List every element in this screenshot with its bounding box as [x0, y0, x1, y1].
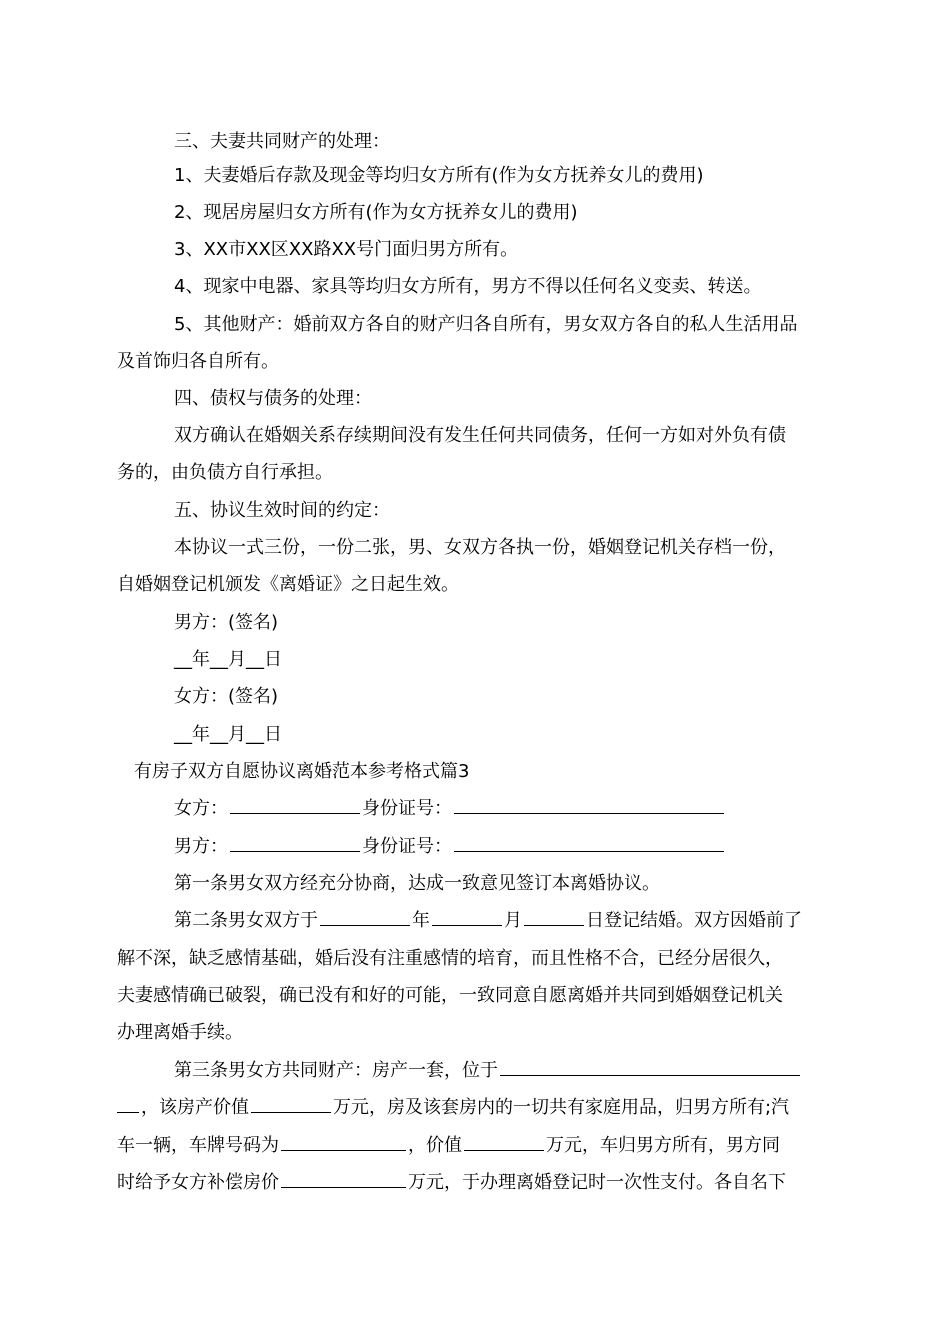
plate-number-blank[interactable]	[281, 1132, 406, 1151]
clause2-line1	[174, 907, 837, 935]
clause2-line3: 夫妻感情确已破裂，确已没有和好的可能，一致同意自愿离婚并共同到婚姻登记机关	[117, 985, 783, 1006]
clause3-text-e: ，价值	[408, 1135, 462, 1156]
clause3-text-c: 万元，房及该套房内的一切共有家庭用品，归男方所有;汽	[333, 1097, 790, 1118]
section3-item5-line1: 5、其他财产：婚前双方各自的财产归各自所有，男女双方各自的私人生活用品	[174, 314, 798, 335]
car-value-blank[interactable]	[464, 1132, 544, 1151]
section3-item5-line2: 及首饰归各自所有。	[117, 351, 279, 372]
clause1: 第一条男女双方经充分协商，达成一致意见签订本离婚协议。	[174, 873, 660, 894]
marriage-day-blank[interactable]	[524, 907, 584, 926]
clause2-text-c: 月	[504, 910, 522, 931]
male-signature: 男方：(签名)	[174, 612, 279, 633]
section4-body-line1: 双方确认在婚姻关系存续期间没有发生任何共同债务，任何一方如对外负有债	[174, 425, 786, 446]
clause3-text-h: 万元，于办理离婚登记时一次性支付。各自名下	[408, 1172, 786, 1193]
female-signature: 女方：(签名)	[174, 686, 279, 707]
compensation-blank[interactable]	[281, 1169, 406, 1188]
male-label: 男方：	[174, 836, 228, 857]
section5-body-line1: 本协议一式三份，一份二张，男、女双方各执一份，婚姻登记机关存档一份，	[174, 537, 786, 558]
male-id-blank[interactable]	[454, 833, 724, 852]
property-location-blank[interactable]	[500, 1057, 800, 1076]
section3-item3: 3、XX市XX区XX路XX号门面归男方所有。	[174, 239, 519, 260]
clause3-line1	[174, 1057, 837, 1085]
female-label: 女方：	[174, 798, 228, 819]
clause3-text-b: ，该房产价值	[141, 1097, 249, 1118]
marriage-year-blank[interactable]	[320, 907, 410, 926]
clause3-text-f: 万元，车归男方所有，男方同	[546, 1135, 780, 1156]
clause3-text-d: 车一辆，车牌号码为	[117, 1135, 279, 1156]
male-id-label: 身份证号：	[362, 836, 452, 857]
clause2-line2: 解不深，缺乏感情基础，婚后没有注重感情的培育，而且性格不合，已经分居很久，	[117, 948, 783, 969]
clause2-text-d: 日登记结婚。双方因婚前了	[586, 910, 802, 931]
female-id-label: 身份证号：	[362, 798, 452, 819]
male-name-blank[interactable]	[230, 833, 360, 852]
clause3-line4	[117, 1169, 837, 1197]
section3-heading: 三、夫妻共同财产的处理：	[174, 131, 390, 152]
section4-heading: 四、债权与债务的处理：	[174, 388, 372, 409]
clause3-line2	[117, 1094, 837, 1122]
section4-body-line2: 务的，由负债方自行承担。	[117, 462, 333, 483]
clause3-text-a: 第三条男女方共同财产：房产一套，位于	[174, 1060, 498, 1081]
female-party-line	[174, 795, 837, 823]
marriage-month-blank[interactable]	[432, 907, 502, 926]
female-name-blank[interactable]	[230, 795, 360, 814]
section3-item2: 2、现居房屋归女方所有(作为女方抚养女儿的费用)	[174, 202, 578, 223]
signature-date-1: __年__月__日	[174, 649, 282, 670]
female-id-blank[interactable]	[454, 795, 724, 814]
clause3-text-g: 时给予女方补偿房价	[117, 1172, 279, 1193]
signature-date-2: __年__月__日	[174, 724, 282, 745]
clause2-line4: 办理离婚手续。	[117, 1022, 243, 1043]
clause2-text-b: 年	[412, 910, 430, 931]
article3-title: 有房子双方自愿协议离婚范本参考格式篇3	[134, 761, 470, 782]
section3-item4: 4、现家中电器、家具等均归女方所有，男方不得以任何名义变卖、转送。	[174, 276, 762, 297]
section5-body-line2: 自婚姻登记机颁发《离婚证》之日起生效。	[117, 574, 459, 595]
clause3-line3	[117, 1132, 837, 1160]
section3-item1: 1、夫妻婚后存款及现金等均归女方所有(作为女方抚养女儿的费用)	[174, 165, 704, 186]
property-location-blank-cont[interactable]	[117, 1094, 139, 1113]
male-party-line	[174, 833, 837, 861]
property-value-blank[interactable]	[251, 1094, 331, 1113]
clause2-text-a: 第二条男女双方于	[174, 910, 318, 931]
section5-heading: 五、协议生效时间的约定：	[174, 500, 390, 521]
